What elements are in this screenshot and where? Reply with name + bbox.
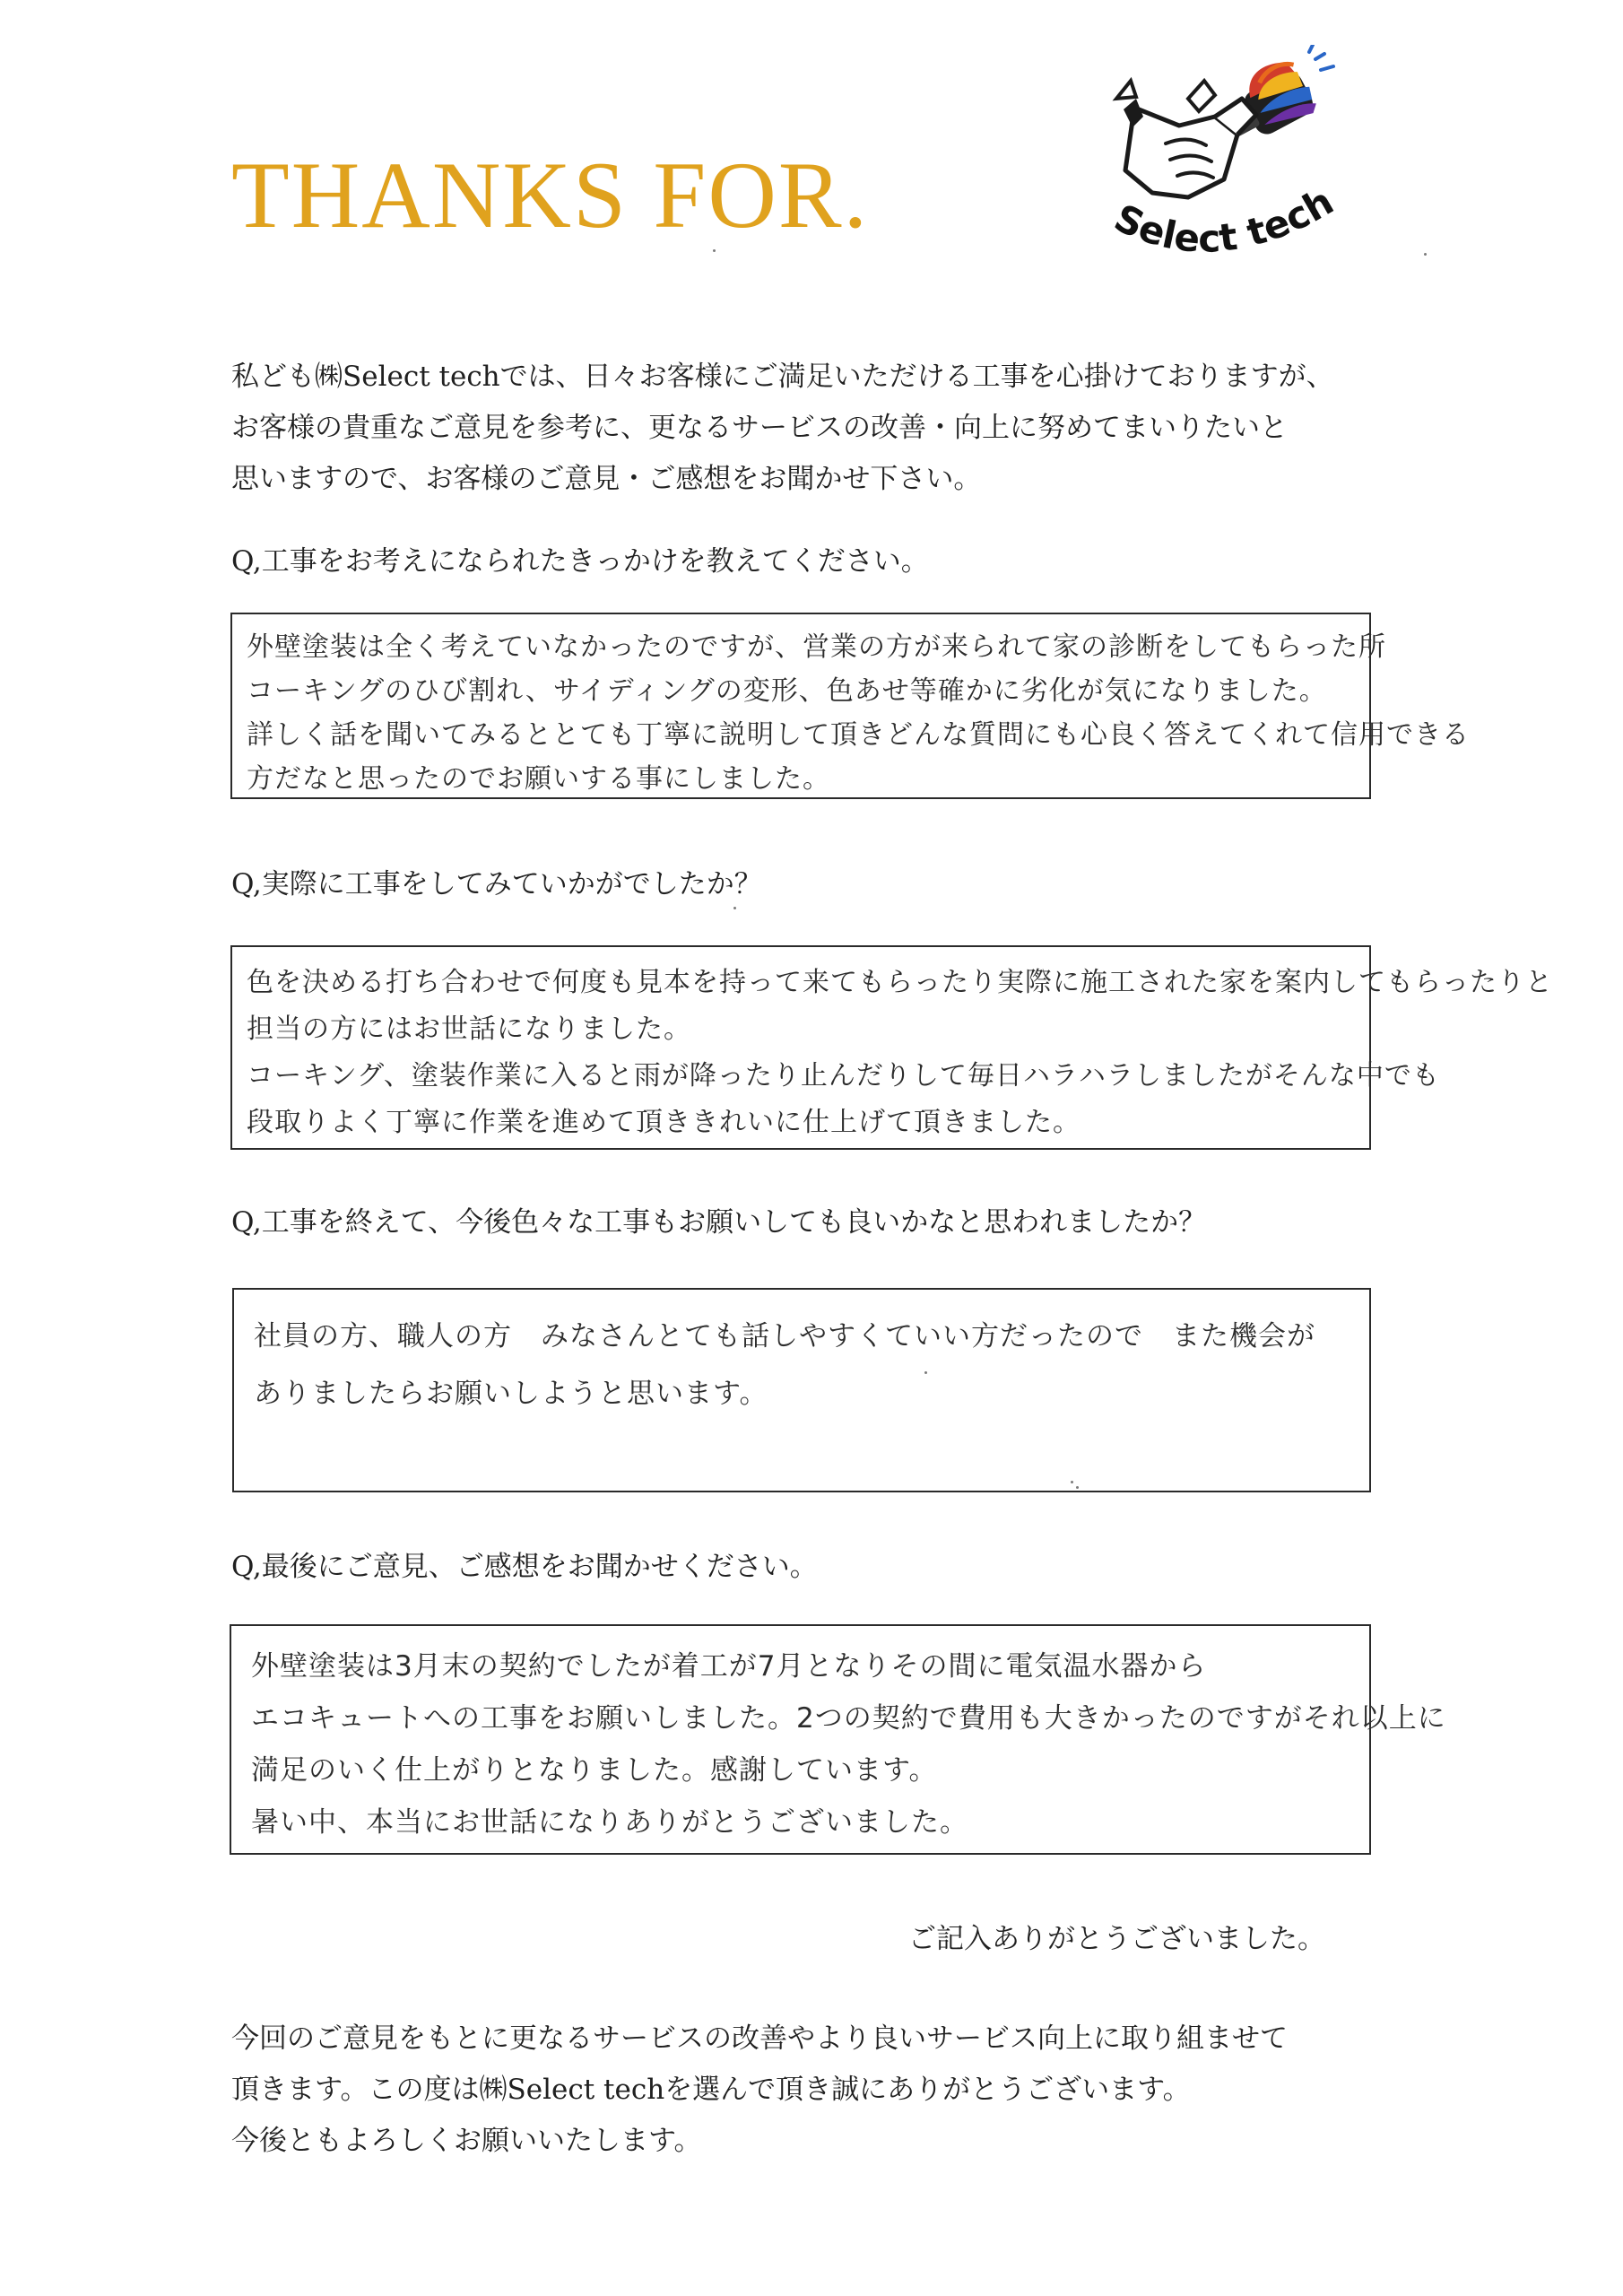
answer-line: 社員の方、職人の方 みなさんとても話しやすくていい方だったので また機会が <box>254 1320 1315 1352</box>
company-logo <box>1081 45 1350 278</box>
answer-box-1 <box>230 613 1470 799</box>
answer-line: 暑い中、本当にお世話になりありがとうございました。 <box>251 1806 968 1839</box>
answer-line: ありましたらお願いしようと思います。 <box>254 1378 768 1410</box>
answer-line: 担当の方にはお世話になりました。 <box>247 1013 691 1045</box>
logo-text: Select tech <box>1107 178 1341 261</box>
closing-line: 今回のご意見をもとに更なるサービスの改善やより良いサービス向上に取り組ませて <box>231 2022 1288 2055</box>
scan-speck <box>733 907 736 909</box>
intro-line: お客様の貴重なご意見を参考に、更なるサービスの改善・向上に努めてまいりたいと <box>231 412 1288 444</box>
scan-speck <box>713 249 716 252</box>
answer-line: エコキュートへの工事をお願いしました。2つの契約で費用も大きかったのですがそれ以上に <box>251 1702 1446 1735</box>
question-2: Q,実際に工事をしてみていかがでしたか？ <box>231 868 762 900</box>
closing-text <box>231 2013 1397 2167</box>
answer-line: 方だなと思ったのでお願いする事にしました。 <box>247 763 830 795</box>
intro-line: 私ども㈱Select techでは、日々お客様にご満足いただける工事を心掛けておりますが、 <box>231 361 1334 393</box>
answer-box-3 <box>232 1288 1371 1492</box>
answer-line: 外壁塗装は3月末の契約でしたが着工が7月となりその間に電気温水器から <box>251 1650 1207 1683</box>
answer-line: 色を決める打ち合わせで何度も見本を持って来てもらったり実際に施工された家を案内してもらったりと <box>247 967 1553 998</box>
closing-line: 頂きます。この度は㈱Select techを選んで頂き誠にありがとうございます。 <box>231 2074 1191 2106</box>
answer-line: 詳しく話を聞いてみるととても丁寧に説明して頂きどんな質問にも心良く答えてくれて信用できる <box>247 719 1470 751</box>
intro-text <box>231 352 1397 505</box>
scan-speck <box>924 1371 927 1374</box>
answer-box-2 <box>230 945 1553 1150</box>
scan-speck <box>1424 253 1427 256</box>
answer-line: 段取りよく丁寧に作業を進めて頂ききれいに仕上げて頂きました。 <box>247 1107 1081 1138</box>
intro-line: 思いますので、お客様のご意見・ご感想をお聞かせ下さい。 <box>231 463 982 495</box>
answer-line: コーキングのひび割れ、サイディングの変形、色あせ等確かに劣化が気になりました。 <box>247 675 1327 707</box>
answer-line: 外壁塗装は全く考えていなかったのですが、営業の方が来られて家の診断をしてもらった所 <box>247 631 1386 663</box>
closing-line: 今後ともよろしくお願いいたします。 <box>231 2125 702 2157</box>
scan-speck <box>1071 1481 1073 1483</box>
question-3: Q,工事を終えて、今後色々な工事もお願いしても良いかなと思われましたか？ <box>231 1206 1207 1239</box>
answer-line: コーキング、塗装作業に入ると雨が降ったり止んだりして毎日ハラハラしましたがそんな中でも <box>247 1060 1440 1091</box>
scan-speck <box>1076 1486 1079 1489</box>
answer-line: 満足のいく仕上がりとなりました。感謝しています。 <box>251 1754 938 1787</box>
question-1: Q,工事をお考えになられたきっかけを教えてください。 <box>231 545 929 578</box>
question-4: Q,最後にご意見、ご感想をお聞かせください。 <box>231 1551 818 1583</box>
handshake-paintbrush-logo-icon <box>1081 45 1350 278</box>
thanks-note: ご記入ありがとうございました。 <box>908 1923 1325 1955</box>
page-title: THANKS FOR. <box>231 143 870 248</box>
answer-box-4 <box>230 1624 1446 1855</box>
